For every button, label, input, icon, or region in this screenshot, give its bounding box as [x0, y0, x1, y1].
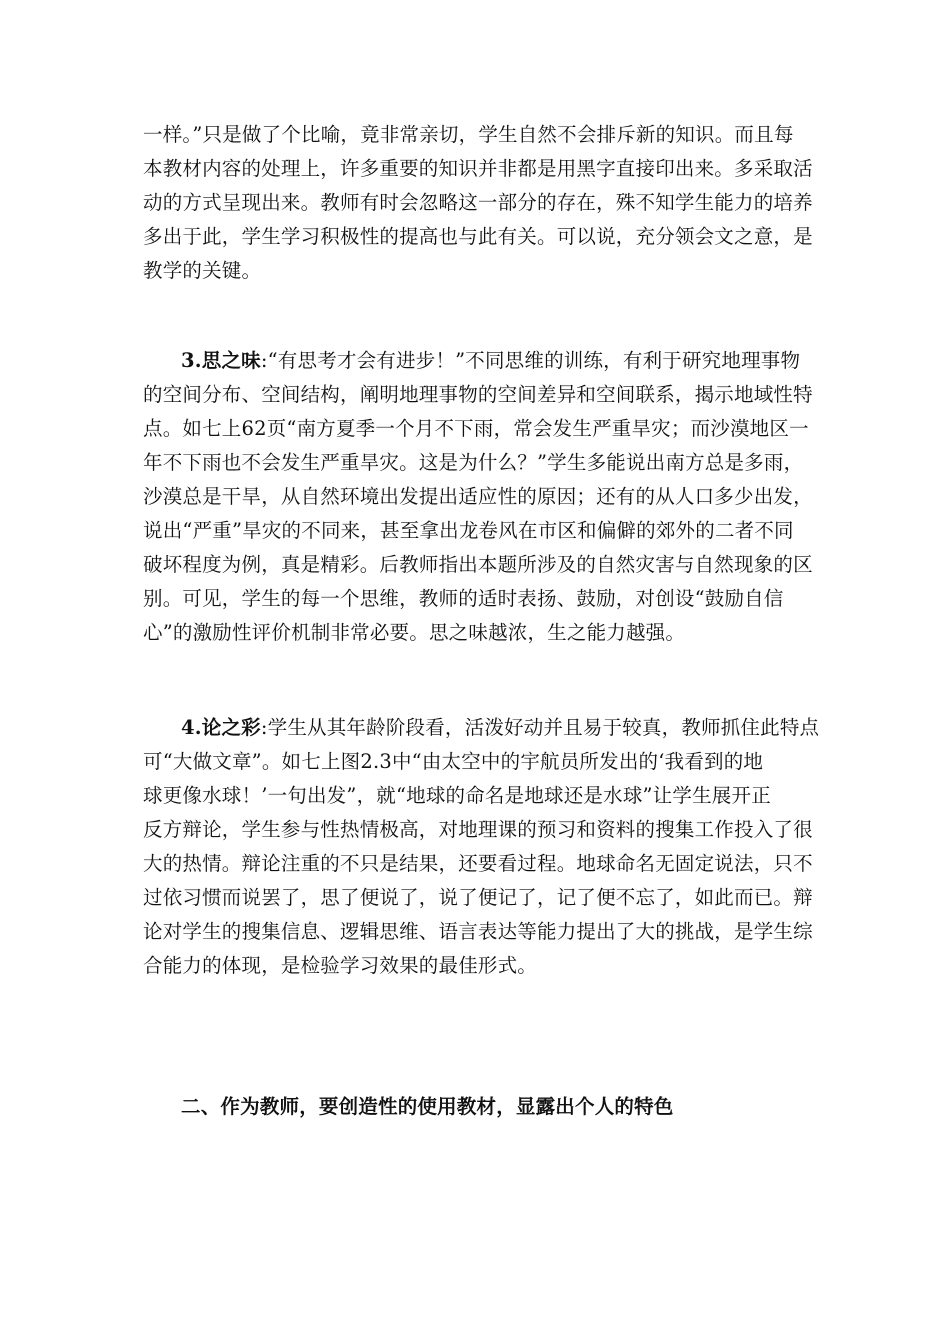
paragraph-heading: 3.思之味 — [181, 349, 261, 372]
text-line: 破坏程度为例，真是精彩。后教师指出本题所涉及的自然灾害与自然现象的区 — [143, 553, 813, 576]
section-heading: 二、作为教师，要创造性的使用教材，显露出个人的特色 — [181, 1095, 674, 1118]
text-line: 合能力的体现，是检验学习效果的最佳形式。 — [143, 954, 538, 977]
text-line: 的空间分布、空间结构，阐明地理事物的空间差异和空间联系，揭示地域性特 — [143, 383, 813, 406]
text-line: 论对学生的搜集信息、逻辑思维、语言表达等能力提出了大的挑战，是学生综 — [143, 920, 813, 943]
text-line: 别。可见，学生的每一个思维，教师的适时表扬、鼓励，对创设“鼓励自信 — [143, 587, 784, 610]
paragraph-continuation — [143, 118, 813, 288]
text-line-body: :学生从其年龄阶段看，活泼好动并且易于较真，教师抓住此特点 — [260, 716, 820, 739]
text-line-body: :“有思考才会有进步！”不同思维的训练，有利于研究地理事物 — [260, 349, 801, 372]
text-line — [143, 344, 808, 378]
paragraph-si-zhi-wei — [143, 344, 813, 650]
paragraph-lun-zhi-cai — [143, 711, 820, 983]
text-line: 可“大做文章”。如七上图2.3中“由太空中的宇航员所发出的‘我看到的地 — [143, 750, 764, 773]
paragraph-heading: 4.论之彩 — [181, 716, 261, 739]
text-line: 动的方式呈现出来。教师有时会忽略这一部分的存在，殊不知学生能力的培养 — [143, 191, 813, 214]
text-line: 说出“严重”旱灾的不同来，甚至拿出龙卷风在市区和偏僻的郊外的二者不同 — [143, 519, 794, 542]
text-line: 点。如七上62页“南方夏季一个月不下雨，常会发生严重旱灾；而沙漠地区一 — [143, 417, 809, 440]
text-line — [143, 711, 820, 745]
text-line: 多出于此，学生学习积极性的提高也与此有关。可以说，充分领会文之意，是 — [143, 225, 813, 248]
text-line: 一样。”只是做了个比喻，竟非常亲切，学生自然不会排斥新的知识。而且每 — [143, 123, 794, 146]
text-line: 大的热情。辩论注重的不只是结果，还要看过程。地球命名无固定说法，只不 — [143, 852, 813, 875]
text-line: 沙漠总是干旱，从自然环境出发提出适应性的原因；还有的从人口多少出发， — [143, 485, 813, 508]
text-line: 心”的激励性评价机制非常必要。思之味越浓，生之能力越强。 — [143, 621, 686, 644]
text-line: 球更像水球！’一句出发”，就“地球的命名是地球还是水球”让学生展开正 — [143, 784, 771, 807]
text-line: 反方辩论，学生参与性热情极高，对地理课的预习和资料的搜集工作投入了很 — [143, 818, 813, 841]
text-line: 过依习惯而说罢了，思了便说了，说了便记了，记了便不忘了，如此而已。辩 — [143, 886, 813, 909]
text-line: 本教材内容的处理上，许多重要的知识并非都是用黑字直接印出来。多采取活 — [143, 157, 813, 180]
text-line: 年不下雨也不会发生严重旱灾。这是为什么？”学生多能说出南方总是多雨， — [143, 451, 804, 474]
text-line: 教学的关键。 — [143, 259, 262, 282]
